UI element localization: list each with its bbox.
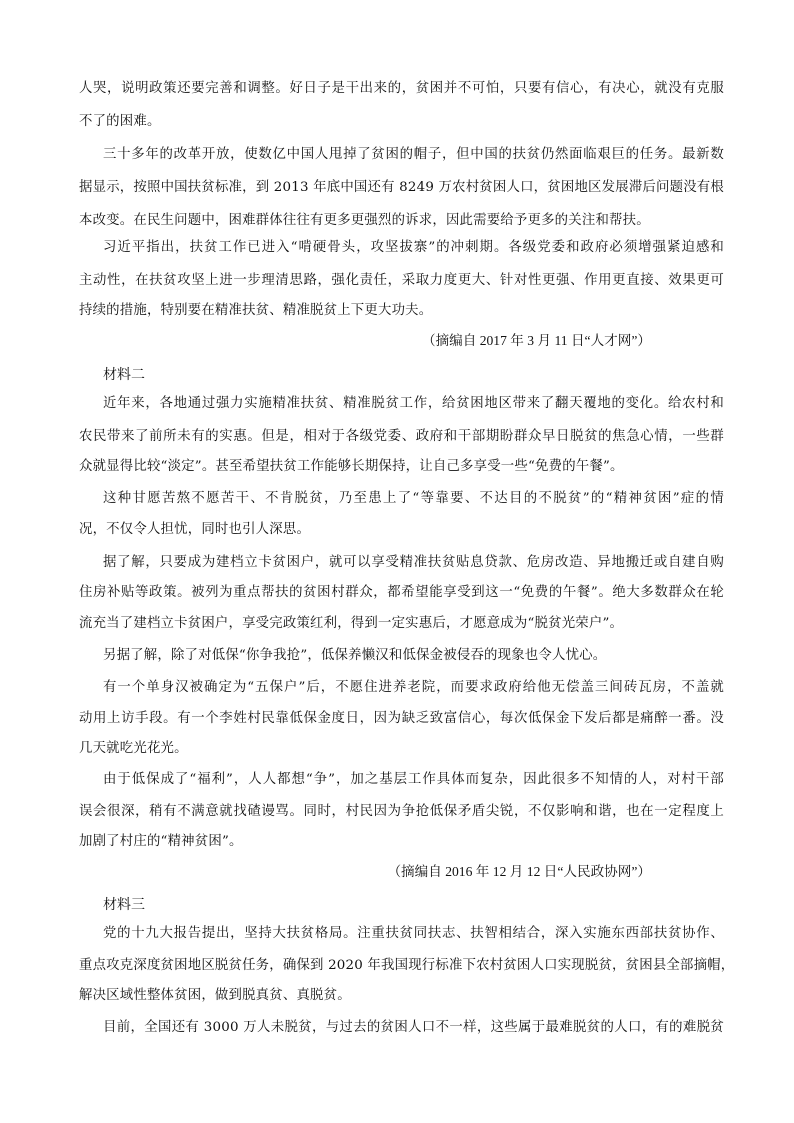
text-line: 众就显得比较“淡定”。甚至希望扶贫工作能够长期保持，让自己多享受一些“免费的午餐”。: [79, 459, 624, 474]
text-line: 三十多年的改革开放，使数亿中国人甩掉了贫困的帽子，但中国的扶贫仍然面临艰巨的任务。最新数: [103, 147, 724, 162]
text-line: 几天就吃光花光。: [79, 741, 188, 756]
text-line: 由于低保成了“福利”，人人都想“争”，加之基层工作具体而复杂，因此很多不知情的人，对村干部: [103, 772, 724, 787]
text-line: 这种甘愿苦熬不愿苦干、不肯脱贫，乃至患上了“等靠要、不达目的不脱贫”的“精神贫困”症的情: [103, 491, 724, 506]
text-line: 重点攻克深度贫困地区脱贫任务，确保到 2020 年我国现行标准下农村贫困人口实现脱贫，贫困县全部摘帽，: [79, 958, 735, 973]
text-line: 党的十九大报告提出，坚持大扶贫格局。注重扶贫同扶志、扶智相结合，深入实施东西部扶贫协作、: [103, 926, 724, 941]
source-citation: （摘编自 2017 年 3 月 11 日“人才网”）: [421, 333, 651, 348]
source-citation: （摘编自 2016 年 12 月 12 日“人民政协网”）: [387, 864, 651, 879]
text-line: 近年来，各地通过强力实施精准扶贫、精准脱贫工作，给贫困地区带来了翻天覆地的变化。给农村和: [103, 396, 724, 411]
text-line: 主动性，在扶贫攻坚上进一步理清思路，强化责任，采取力度更大、针对性更强、作用更直接、效果更可: [79, 273, 724, 288]
text-line: 持续的措施，特别要在精准扶贫、精准脱贫上下更大功夫。: [79, 303, 433, 318]
text-line: 人哭，说明政策还要完善和调整。好日子是干出来的，贫困并不可怕，只要有信心，有决心，就没有克服: [79, 81, 724, 96]
text-line: 有一个单身汉被确定为“五保户”后，不愿住进养老院，而要求政府给他无偿盖三间砖瓦房，不盖就: [103, 680, 724, 695]
text-line: 况，不仅令人担忧，同时也引人深思。: [79, 522, 311, 537]
text-line: 目前，全国还有 3000 万人未脱贫，与过去的贫困人口不一样，这些属于最难脱贫的人口，有的难脱贫: [103, 1020, 724, 1035]
text-line: 另据了解，除了对低保“你争我抢”，低保养懒汉和低保金被侵吞的现象也令人忧心。: [103, 648, 607, 663]
text-line: 农民带来了前所未有的实惠。但是，相对于各级党委、政府和干部期盼群众早日脱贫的焦急心情，一些群: [79, 429, 724, 444]
text-line: 流充当了建档立卡贫困户，享受完政策红利，得到一定实惠后，才愿意成为“脱贫光荣户”。: [79, 616, 624, 631]
text-line: 误会很深，稍有不满意就找碴谩骂。同时，村民因为争抢低保矛盾尖锐，不仅影响和谐，也在一定程度上: [79, 804, 724, 819]
text-line: 住房补贴等政策。被列为重点帮扶的贫困村群众，都希望能享受到这一“免费的午餐”。绝大多数群众在轮: [79, 585, 724, 600]
text-line: 习近平指出，扶贫工作已进入“啃硬骨头，攻坚拔寨”的冲刺期。各级党委和政府必须增强紧迫感和: [103, 240, 724, 255]
text-line: 据了解，只要成为建档立卡贫困户，就可以享受精准扶贫贴息贷款、危房改造、异地搬迁或自建自购: [103, 555, 724, 570]
text-line: 本改变。在民生问题中，困难群体往往有更多更强烈的诉求，因此需要给予更多的关注和帮扶。: [79, 213, 650, 228]
text-line: 不了的困难。: [79, 114, 161, 129]
text-line: 据显示，按照中国扶贫标准，到 2013 年底中国还有 8249 万农村贫困人口，贫困地区发展滞后问题没有根: [79, 180, 724, 195]
text-line: 动用上访手段。有一个李姓村民靠低保金度日，因为缺乏致富信心，每次低保金下发后都是痛醉一番。没: [79, 711, 724, 726]
section-heading: 材料三: [103, 896, 145, 912]
text-line: 解决区域性整体贫困，做到脱真贫、真脱贫。: [79, 988, 351, 1003]
text-line: 加剧了村庄的“精神贫困”。: [79, 834, 243, 849]
section-heading: 材料二: [103, 366, 145, 382]
